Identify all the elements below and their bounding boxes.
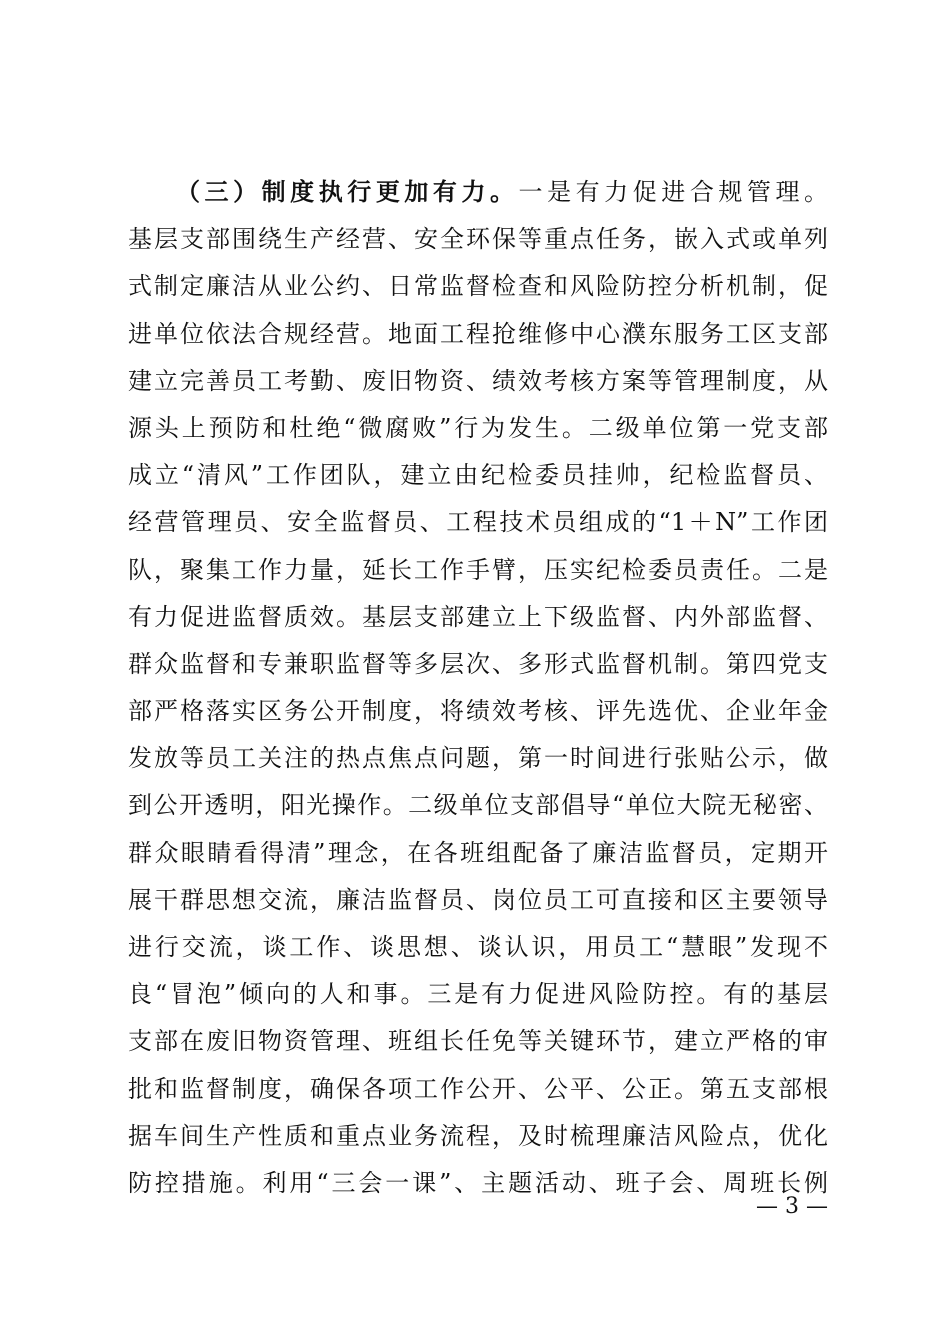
- text-line: 进行交流，谈工作、谈思想、谈认识，用员工“慧眼”发现不: [128, 933, 828, 961]
- paragraph-first-line: [128, 174, 828, 221]
- page-number: — 3 —: [756, 1194, 828, 1219]
- text-line: 部严格落实区务公开制度，将绩效考核、评先选优、企业年金: [128, 697, 828, 726]
- text-line: 进单位依法合规经营。地面工程抢维修中心濮东服务工区支部: [128, 319, 828, 348]
- text-line: 防控措施。利用“三会一课”、主题活动、班子会、周班长例: [128, 1168, 828, 1197]
- text-line: 成立“清风”工作团队，建立由纪检委员挂帅，纪检监督员、: [128, 461, 828, 490]
- text-line: 群众眼睛看得清”理念，在各班组配备了廉洁监督员，定期开: [128, 838, 828, 867]
- text-line: 发放等员工关注的热点焦点问题，第一时间进行张贴公示，做: [128, 744, 828, 773]
- text-line: 良“冒泡”倾向的人和事。三是有力促进风险防控。有的基层: [128, 980, 828, 1009]
- section-heading: （三）制度执行更加有力。: [176, 177, 519, 206]
- text-line: 批和监督制度，确保各项工作公开、公平、公正。第五支部根: [128, 1074, 828, 1103]
- text-line: 据车间生产性质和重点业务流程，及时梳理廉洁风险点，优化: [128, 1121, 828, 1150]
- text-line: 源头上预防和杜绝“微腐败”行为发生。二级单位第一党支部: [128, 413, 828, 442]
- text-line: 建立完善员工考勤、废旧物资、绩效考核方案等管理制度，从: [128, 366, 828, 395]
- text-line: 式制定廉洁从业公约、日常监督检查和风险防控分析机制，促: [128, 272, 828, 301]
- text-line: 群众监督和专兼职监督等多层次、多形式监督机制。第四党支: [128, 649, 828, 678]
- text-line: 基层支部围绕生产经营、安全环保等重点任务，嵌入式或单列: [128, 225, 828, 254]
- text-line: 有力促进监督质效。基层支部建立上下级监督、内外部监督、: [128, 602, 828, 631]
- text-line: 到公开透明，阳光操作。二级单位支部倡导“单位大院无秘密、: [128, 791, 828, 820]
- text-line: 队，聚集工作力量，延长工作手臂，压实纪检委员责任。二是: [128, 555, 828, 584]
- body-text: [128, 174, 828, 1212]
- first-line-text: 一是有力促进合规管理。: [518, 178, 829, 206]
- text-line: 展干群思想交流，廉洁监督员、岗位员工可直接和区主要领导: [128, 885, 828, 914]
- text-line: 经营管理员、安全监督员、工程技术员组成的“1＋N”工作团: [128, 508, 828, 537]
- text-line: 支部在废旧物资管理、班组长任免等关键环节，建立严格的审: [128, 1027, 828, 1056]
